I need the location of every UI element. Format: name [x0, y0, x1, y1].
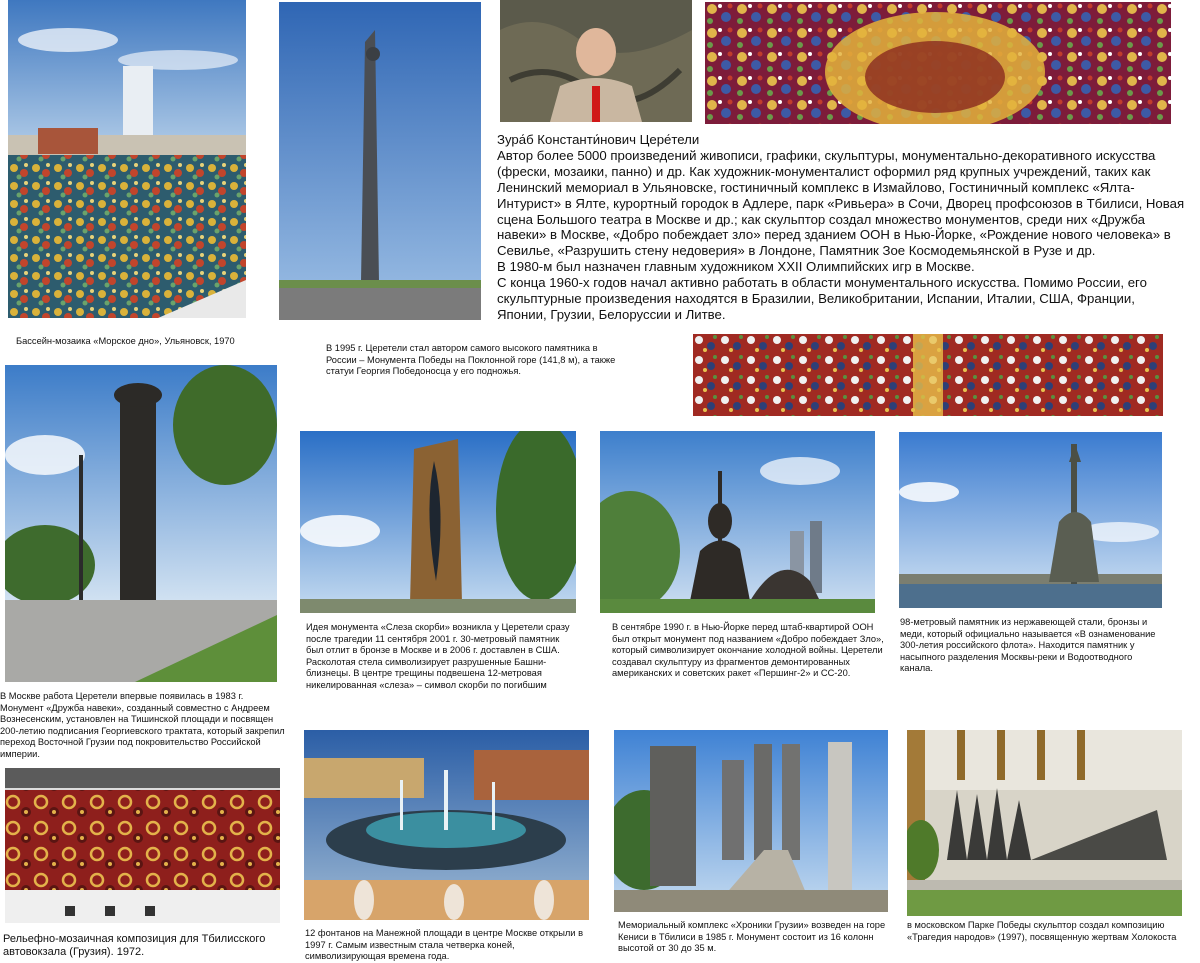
photo-mosaic-top: [705, 2, 1171, 124]
photo-good-evil-monument: [600, 431, 875, 613]
bio-paragraph: Автор более 5000 произведений живописи, графики, скульптуры, монументально-декоративного искусства (фрески, мозаики, панно) и др. Как художник-монументалист оформил ряд крупных учреждений, таких как Ленинский мемориал в Ульяновске, гостиничный комплекс в Измайлово, Гостиничный комплекс «Ялта-Интурист» в Ялте, курортный городок в Адлере, парк «Ривьера» в Сочи, Дворец профсоюзов в Тбилиси, Новая сцена Большого театра в Москве и др.; как скульптор создал множество монументов, среди них «Дружба навеки» в Москве, «Добро побеждает зло» перед зданием ООН в Нью-Йорке, «Рождение нового человека» в Севилье, «Разрушить стену недоверия» в Лондоне, Памятник Зое Космодемьянской в Рузе и др.: [497, 147, 1185, 259]
photo-tragedy: [907, 730, 1182, 916]
caption-friendship: В Москве работа Церетели впервые появилась в 1983 г. Монумент «Дружба навеки», созданный совместно с Андреем Вознесенским, установлен на Тишинской площади и посвящен 200-летию подписания Георгиевского трактата, который закрепил переход Восточной Грузии под покровительство Российской империи.: [0, 691, 285, 759]
caption-tragedy: в московском Парке Победы скульптор создал композицию «Трагедия народов» (1997), посвященную жертвам Холокоста: [907, 920, 1177, 942]
caption-fountains: 12 фонтанов на Манежной площади в центре Москве открыли в 1997 г. Самым известным стала четверка коней, символизирующая времена года.: [305, 928, 584, 962]
caption-victory: В 1995 г. Церетели стал автором самого высокого памятника в России – Монумента Победы на Поклонной горе (141,8 м), а также статуи Георгия Победоносца у его подножья.: [326, 343, 616, 377]
biography: [497, 132, 1187, 323]
bio-paragraph: В 1980-м был назначен главным художником XXII Олимпийских игр в Москве.: [497, 259, 975, 275]
photo-chronicles: [614, 730, 888, 912]
photo-tear-monument: [300, 431, 576, 613]
caption-pool: Бассейн-мозаика «Морское дно», Ульяновск, 1970: [16, 336, 235, 346]
photo-peter-monument: [899, 432, 1162, 608]
bio-paragraph: С конца 1960-х годов начал активно работать в области монументального искусства. Помимо России, его скульптурные произведения находятся в Бразилии, Великобритании, Испании, Италии, США, Франции, Японии, Грузии, Белоруссии и Литве.: [497, 275, 1147, 322]
photo-mosaic-strip: [693, 334, 1163, 416]
caption-tbilisi: Рельефно-мозаичная композиция для Тбилисского автовокзала (Грузия). 1972.: [3, 933, 266, 959]
photo-fountains: [304, 730, 589, 920]
photo-tbilisi-relief: [5, 768, 280, 923]
photo-portrait: [500, 0, 692, 122]
bio-name: Зура́б Константи́нович Цере́тели: [497, 132, 700, 147]
caption-chronicles: Мемориальный комплекс «Хроники Грузии» возведен на горе Кениси в Тбилиси в 1985 г. Монумент состоит из 16 колонн высотой от 30 до 35 м.: [618, 920, 886, 954]
photo-pool-mosaic: [8, 0, 246, 318]
caption-tear: Идея монумента «Слеза скорби» возникла у Церетели сразу после трагедии 11 сентября 2001 г. 30-метровый памятник был отлит в бронзе в Москве и в 2006 г. доставлен в США. Расколотая стела символизирует разрушенные Башни-близнецы. В центре трещины подвешена 12-метровая никелированная «слеза» – символ скорби по погибшим: [306, 622, 570, 690]
caption-peter: 98-метровый памятник из нержавеющей стали, бронзы и меди, который официально называется «В ознаменование 300-летия российского флота». Находится памятник у насыпного разделения Москвы-реки и Водоотводного канала.: [900, 617, 1156, 674]
caption-good-evil: В сентябре 1990 г. в Нью-Йорке перед штаб-квартирой ООН был открыт монумент под названием «Добро побеждает Зло», который символизирует окончание холодной войны. Церетели создавал скульптуру из фрагментов демонтированных американских и советских ракет «Першинг-2» и СС-20.: [612, 622, 884, 679]
photo-victory-monument: [279, 2, 481, 320]
photo-friendship-monument: [5, 365, 277, 682]
